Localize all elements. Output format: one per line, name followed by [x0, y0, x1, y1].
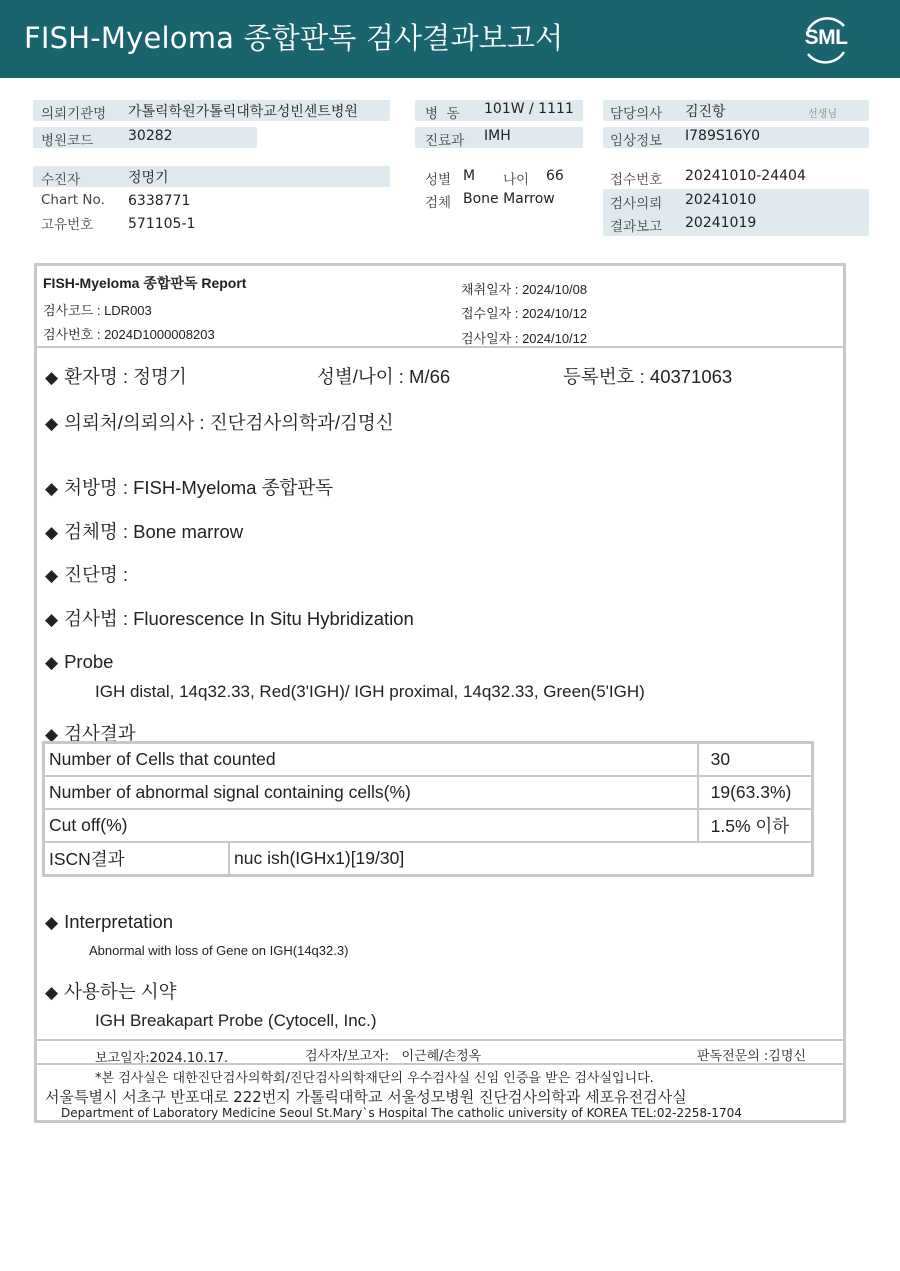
prescription-line: ◆ 처방명 : FISH-Myeloma 종합판독	[45, 477, 334, 498]
sex-label: 성별	[425, 172, 452, 188]
doctor-value: 김진항	[685, 104, 726, 120]
footer-divider	[37, 1063, 843, 1065]
specialist: 판독전문의 :김명신	[697, 1049, 806, 1064]
sex-age: 성별/나이 : M/66	[317, 366, 451, 387]
specimen-value: Bone Marrow	[463, 191, 555, 207]
report-title: FISH-Myeloma 종합판독 Report	[43, 275, 247, 291]
referring-hospital-value: 가톨릭학원가톨릭대학교성빈센트병원	[128, 104, 358, 120]
cells-counted-label: Number of Cells that counted	[44, 743, 698, 777]
reagent-heading: ◆ 사용하는 시약	[45, 981, 177, 1002]
iscn-value: nuc ish(IGHx1)[19/30]	[229, 842, 813, 876]
requester: 의뢰처/의뢰의사 : 진단검사의학과/김명신	[64, 412, 394, 433]
receipt-no-label: 접수번호	[610, 172, 663, 188]
doctor-label: 담당의사	[610, 106, 663, 122]
prescription: 처방명 : FISH-Myeloma 종합판독	[64, 477, 334, 498]
patient-name: 환자명 : 정명기	[64, 366, 187, 387]
chart-no-label: Chart No.	[41, 192, 105, 208]
ward-label: 병 동	[425, 106, 460, 122]
sml-logo	[800, 14, 852, 66]
probe-label: Probe	[64, 651, 114, 672]
cutoff-value: 1.5% 이하	[698, 809, 813, 842]
probe-line: ◆ Probe	[45, 651, 114, 672]
report-box	[34, 263, 846, 1123]
referring-hospital-label: 의뢰기관명	[41, 106, 107, 122]
table-row	[44, 743, 813, 777]
department-english: Department of Laboratory Medicine Seoul St.Mary`s Hospital The catholic university of KOREA TEL:02-2258-1704	[61, 1106, 742, 1120]
header-bar	[0, 0, 900, 78]
request-date-value: 20241010	[685, 192, 757, 208]
table-row	[44, 776, 813, 809]
patient-label: 수진자	[41, 172, 81, 188]
lab-address: 서울특별시 서초구 반포대로 222번지 가톨릭대학교 서울성모병원 진단검사의학과 세포유전검사실	[45, 1088, 687, 1106]
interpretation-text: Abnormal with loss of Gene on IGH(14q32.3)	[89, 943, 349, 958]
collect-date: 채취일자 : 2024/10/08	[461, 282, 588, 297]
result-label: 검사결과	[64, 723, 136, 744]
interpretation-label: Interpretation	[64, 911, 174, 932]
patient-line: ◆ 환자명 : 정명기	[45, 366, 187, 387]
test-number: 검사번호 : 2024D1000008203	[43, 327, 215, 342]
chart-no-value: 6338771	[128, 193, 191, 209]
diagnosis: 진단명 :	[64, 564, 128, 585]
age-label: 나이	[503, 172, 530, 188]
result-heading: ◆ 검사결과	[45, 723, 136, 744]
info-bar	[33, 166, 390, 187]
reagent-label: 사용하는 시약	[64, 981, 177, 1002]
doctor-suffix: 선생님	[808, 109, 837, 120]
receipt-no-value: 20241010-24404	[685, 168, 806, 184]
iscn-label: ISCN결과	[44, 842, 230, 876]
hospital-code-label: 병원코드	[41, 133, 94, 149]
method-line: ◆ 검사법 : Fluorescence In Situ Hybridization	[45, 608, 414, 629]
test-date: 검사일자 : 2024/10/12	[461, 331, 588, 346]
table-row	[44, 842, 813, 876]
specimen-name: 검체명 : Bone marrow	[64, 521, 244, 542]
hospital-code-value: 30282	[128, 128, 173, 144]
abnormal-cells-label: Number of abnormal signal containing cells(%)	[44, 776, 698, 809]
examiner: 검사자/보고자: 이근혜/손정옥	[305, 1049, 482, 1064]
ward-value: 101W / 1111	[484, 101, 574, 117]
age-value: 66	[546, 168, 564, 184]
requester-line: ◆ 의뢰처/의뢰의사 : 진단검사의학과/김명신	[45, 412, 394, 433]
dept-label: 진료과	[425, 133, 465, 149]
patient-value: 정명기	[128, 170, 169, 186]
specimen-line: ◆ 검체명 : Bone marrow	[45, 521, 244, 542]
footer-divider	[37, 1039, 843, 1041]
request-date-label: 검사의뢰	[610, 196, 663, 212]
cutoff-label: Cut off(%)	[44, 809, 698, 842]
cells-counted-value: 30	[698, 743, 813, 777]
certification-note: *본 검사실은 대한진단검사의학회/진단검사의학재단의 우수검사실 신임 인증을 받은 검사실입니다.	[95, 1071, 654, 1086]
result-table	[42, 741, 814, 877]
sex-value: M	[463, 168, 476, 184]
abnormal-cells-value: 19(63.3%)	[698, 776, 813, 809]
table-row	[44, 809, 813, 842]
probe-text: IGH distal, 14q32.33, Red(3'IGH)/ IGH proximal, 14q32.33, Green(5'IGH)	[95, 682, 645, 701]
clinical-label: 임상정보	[610, 133, 663, 149]
logo-text: SML	[804, 26, 848, 49]
page-title: FISH-Myeloma 종합판독 검사결과보고서	[24, 21, 564, 55]
dept-value: IMH	[484, 128, 511, 144]
uid-value: 571105-1	[128, 216, 196, 232]
test-code: 검사코드 : LDR003	[43, 303, 152, 318]
interpretation-heading: ◆ Interpretation	[45, 911, 174, 932]
uid-label: 고유번호	[41, 217, 94, 233]
diagnosis-line: ◆ 진단명 :	[45, 564, 128, 585]
clinical-value: I789S16Y0	[685, 128, 761, 144]
reagent-text: IGH Breakapart Probe (Cytocell, Inc.)	[95, 1011, 377, 1030]
report-header	[37, 266, 843, 348]
report-date: 보고일자:2024.10.17.	[95, 1051, 229, 1066]
receive-date: 접수일자 : 2024/10/12	[461, 306, 588, 321]
result-date-value: 20241019	[685, 215, 757, 231]
registration-number: 등록번호 : 40371063	[563, 366, 733, 387]
method: 검사법 : Fluorescence In Situ Hybridization	[64, 608, 414, 629]
result-date-label: 결과보고	[610, 219, 663, 235]
specimen-label: 검체	[425, 195, 452, 211]
